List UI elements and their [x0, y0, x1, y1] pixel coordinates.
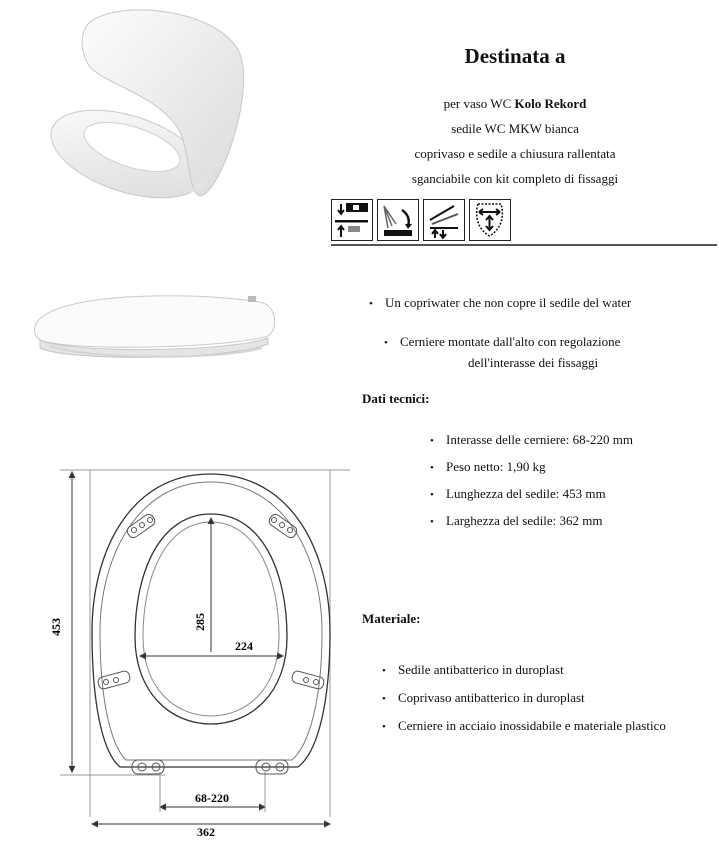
soft-close-icon: [377, 199, 419, 241]
page-title: Destinata a: [464, 44, 566, 68]
length-label: 453: [49, 618, 63, 636]
tech-item-2: • Peso netto: 1,90 kg: [430, 459, 546, 474]
detachable-seat-icon: [423, 199, 465, 241]
technical-drawing: [30, 462, 350, 842]
target-line-1: per vaso WC Kolo Rekord: [443, 96, 587, 111]
material-item-1: • Sedile antibatterico in duroplast: [382, 662, 564, 677]
seat-photo-open: [40, 4, 270, 204]
tech-heading: Dati tecnici:: [362, 391, 430, 406]
width-label: 362: [197, 825, 215, 839]
material-item-3: • Cerniere in acciaio inossidabile e materiale plastico: [382, 718, 666, 733]
feature-item-2: • Cerniere montate dall'alto con regolazione dell'interasse dei fissaggi: [384, 334, 621, 370]
hinge-mount-icon: [331, 199, 373, 241]
target-line-2: sedile WC MKW bianca: [451, 121, 579, 136]
target-line-3: coprivaso e sedile a chiusura rallentata: [414, 146, 616, 161]
inner-width-label: 224: [235, 639, 253, 653]
material-item-2: • Coprivaso antibatterico in duroplast: [382, 690, 585, 705]
material-heading: Materiale:: [362, 611, 421, 626]
target-line-4: sganciabile con kit completo di fissaggi: [411, 171, 619, 186]
divider: [331, 244, 717, 246]
inner-length-label: 285: [193, 613, 207, 631]
feature-icons: [331, 199, 511, 241]
tech-item-3: • Lunghezza del sedile: 453 mm: [430, 486, 606, 501]
adjustable-hinges-icon: [469, 199, 511, 241]
feature-item-1: • Un copriwater che non copre il sedile del water: [369, 295, 632, 310]
tech-item-1: • Interasse delle cerniere: 68-220 mm: [430, 432, 633, 447]
hinge-spacing-label: 68-220: [195, 791, 229, 805]
seat-photo-side: [30, 282, 280, 372]
tech-item-4: • Larghezza del sedile: 362 mm: [430, 513, 603, 528]
